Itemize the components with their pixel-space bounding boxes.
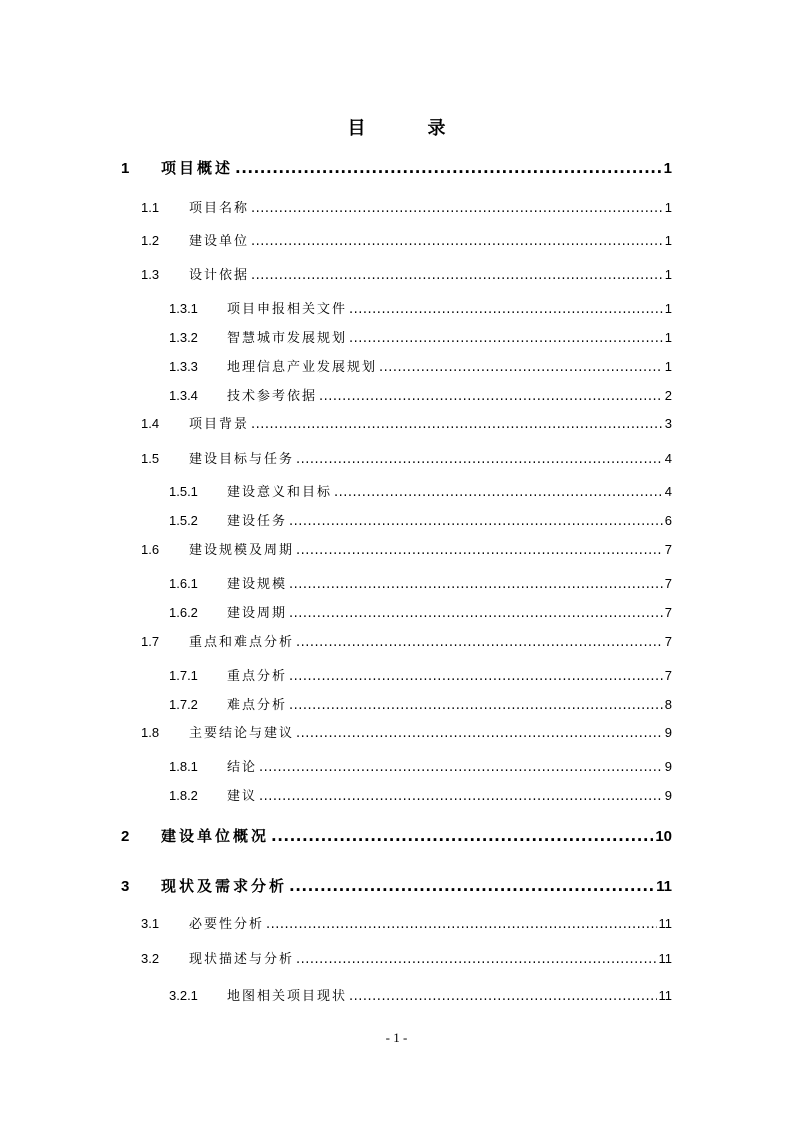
toc-entry-page: 4	[664, 451, 672, 466]
toc-dot-leader	[349, 989, 656, 1004]
toc-entry[interactable]	[169, 327, 672, 349]
toc-entry[interactable]	[169, 573, 672, 595]
toc-entry-title: 项目名称	[189, 201, 250, 216]
toc-entry[interactable]	[141, 264, 672, 286]
toc-dot-leader	[289, 877, 654, 895]
toc-entry-title: 建设单位概况	[161, 827, 270, 845]
toc-dot-leader	[334, 485, 663, 500]
toc-entry-number: 1.7.2	[169, 697, 198, 712]
toc-entry-number: 1.4	[141, 416, 160, 431]
toc-entry-page: 7	[664, 542, 672, 557]
toc-entry[interactable]	[141, 230, 672, 252]
toc-entry-title: 难点分析	[227, 698, 288, 713]
toc-entry-number: 1.6.2	[169, 605, 198, 620]
toc-entry[interactable]	[169, 385, 672, 407]
toc-dot-leader	[379, 360, 663, 375]
toc-entry-page: 1	[664, 267, 672, 282]
toc-entry[interactable]	[121, 157, 672, 179]
toc-dot-leader	[289, 669, 663, 684]
toc-dot-leader	[251, 234, 663, 249]
toc-entry-title: 现状及需求分析	[161, 877, 288, 895]
toc-entry-number: 1.3.3	[169, 359, 198, 374]
toc-entry-number: 1.7.1	[169, 668, 198, 683]
toc-entry-page: 1	[664, 200, 672, 215]
toc-entry[interactable]	[169, 694, 672, 716]
toc-entry-number: 1.6	[141, 542, 160, 557]
toc-entry-page: 7	[664, 605, 672, 620]
toc-dot-leader	[289, 698, 663, 713]
toc-entry[interactable]	[121, 875, 672, 897]
toc-entry[interactable]	[141, 948, 672, 970]
toc-entry-page: 1	[664, 301, 672, 316]
toc-entry-page: 7	[664, 634, 672, 649]
toc-entry-title: 设计依据	[189, 268, 250, 283]
toc-entry-page: 1	[664, 330, 672, 345]
toc-entry[interactable]	[169, 665, 672, 687]
toc-entry[interactable]	[169, 356, 672, 378]
toc-entry-title: 结论	[227, 760, 258, 775]
toc-entry-page: 9	[664, 725, 672, 740]
toc-entry-title: 地理信息产业发展规划	[227, 360, 378, 375]
toc-dot-leader	[259, 760, 663, 775]
toc-entry-number: 1.5	[141, 451, 160, 466]
toc-dot-leader	[289, 606, 663, 621]
toc-entry-title: 项目概述	[161, 159, 234, 177]
toc-entry-number: 1.6.1	[169, 576, 198, 591]
toc-entry-page: 11	[658, 916, 672, 931]
toc-entry-page: 7	[664, 576, 672, 591]
toc-entry-number: 1.1	[141, 200, 160, 215]
toc-entry-number: 3.2.1	[169, 988, 198, 1003]
toc-entry-page: 6	[664, 513, 672, 528]
toc-entry-title: 项目申报相关文件	[227, 302, 348, 317]
toc-entry-page: 11	[658, 951, 672, 966]
toc-entry-number: 1.7	[141, 634, 160, 649]
toc-entry-page: 11	[658, 988, 672, 1003]
toc-dot-leader	[259, 789, 663, 804]
toc-entry[interactable]	[141, 413, 672, 435]
toc-dot-leader	[266, 917, 656, 932]
toc-entry-page: 9	[664, 788, 672, 803]
toc-dot-leader	[271, 827, 653, 845]
toc-dot-leader	[289, 577, 663, 592]
toc-entry[interactable]	[169, 602, 672, 624]
toc-entry-number: 1.3.1	[169, 301, 198, 316]
toc-entry-page: 11	[656, 878, 672, 895]
toc-entry-number: 1.5.1	[169, 484, 198, 499]
toc-entry-number: 3.2	[141, 951, 160, 966]
toc-dot-leader	[296, 635, 663, 650]
toc-entry-page: 1	[663, 160, 672, 177]
toc-entry[interactable]	[141, 913, 672, 935]
toc-entry-title: 建设规模及周期	[189, 543, 295, 558]
toc-title: 目 录	[347, 118, 468, 139]
toc-entry-title: 建设单位	[189, 234, 250, 249]
toc-entry-title: 重点和难点分析	[189, 635, 295, 650]
page-number-footer: - 1 -	[385, 1030, 408, 1045]
toc-entry-title: 技术参考依据	[227, 389, 318, 404]
toc-entry[interactable]	[141, 631, 672, 653]
toc-entry-page: 9	[664, 759, 672, 774]
toc-entry[interactable]	[169, 298, 672, 320]
toc-entry-number: 1	[121, 160, 130, 177]
toc-entry-page: 1	[664, 359, 672, 374]
toc-entry[interactable]	[141, 197, 672, 219]
toc-dot-leader	[289, 514, 663, 529]
toc-entry-number: 3	[121, 878, 130, 895]
toc-dot-leader	[296, 952, 656, 967]
toc-entry-page: 10	[655, 828, 672, 845]
toc-entry-page: 4	[664, 484, 672, 499]
toc-dot-leader	[319, 389, 663, 404]
toc-entry[interactable]	[141, 448, 672, 470]
toc-entry[interactable]	[141, 722, 672, 744]
toc-entry-title: 建议	[227, 789, 258, 804]
toc-entry-number: 1.5.2	[169, 513, 198, 528]
toc-entry-page: 2	[664, 388, 672, 403]
toc-dot-leader	[251, 417, 663, 432]
toc-dot-leader	[251, 268, 663, 283]
toc-entry[interactable]	[169, 756, 672, 778]
toc-entry-title: 项目背景	[189, 417, 250, 432]
toc-entry-number: 1.8	[141, 725, 160, 740]
toc-entry-number: 2	[121, 828, 130, 845]
toc-entry-page: 7	[664, 668, 672, 683]
toc-dot-leader	[296, 452, 663, 467]
toc-entry-page: 8	[664, 697, 672, 712]
toc-entry-title: 主要结论与建议	[189, 726, 295, 741]
toc-entry-number: 1.3	[141, 267, 160, 282]
toc-entry[interactable]	[169, 785, 672, 807]
toc-entry-title: 现状描述与分析	[189, 952, 295, 967]
toc-entry-title: 建设周期	[227, 606, 288, 621]
toc-entry-title: 智慧城市发展规划	[227, 331, 348, 346]
toc-entry-number: 3.1	[141, 916, 160, 931]
toc-entry-title: 必要性分析	[189, 917, 265, 932]
toc-entry-title: 建设规模	[227, 577, 288, 592]
toc-entry-title: 地图相关项目现状	[227, 989, 348, 1004]
toc-entry-number: 1.8.1	[169, 759, 198, 774]
toc-entry-number: 1.3.2	[169, 330, 198, 345]
toc-dot-leader	[296, 543, 663, 558]
toc-entry-number: 1.3.4	[169, 388, 198, 403]
toc-dot-leader	[235, 159, 662, 177]
toc-entry-page: 3	[664, 416, 672, 431]
toc-dot-leader	[251, 201, 663, 216]
toc-entry-number: 1.8.2	[169, 788, 198, 803]
toc-entry-page: 1	[664, 233, 672, 248]
toc-entry[interactable]	[169, 481, 672, 503]
toc-entry[interactable]	[121, 825, 672, 847]
toc-dot-leader	[349, 331, 663, 346]
toc-entry-title: 重点分析	[227, 669, 288, 684]
toc-dot-leader	[296, 726, 663, 741]
toc-entry[interactable]	[169, 510, 672, 532]
toc-dot-leader	[349, 302, 663, 317]
toc-entry[interactable]	[141, 539, 672, 561]
toc-entry-number: 1.2	[141, 233, 160, 248]
toc-entry-title: 建设目标与任务	[189, 452, 295, 467]
toc-entry-title: 建设意义和目标	[227, 485, 333, 500]
toc-entry[interactable]	[169, 985, 672, 1007]
toc-entry-title: 建设任务	[227, 514, 288, 529]
